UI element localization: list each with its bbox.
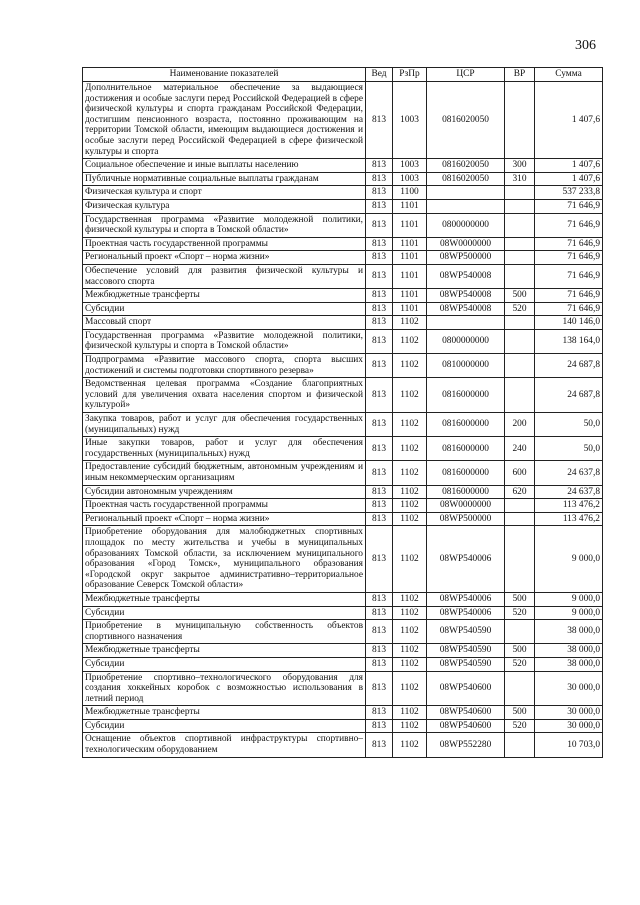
cell-rzpr: 1102 <box>393 485 427 499</box>
cell-sum: 71 646,9 <box>535 251 603 265</box>
table-row <box>83 82 603 159</box>
cell-csr <box>427 316 505 330</box>
cell-sum: 30 000,0 <box>535 671 603 706</box>
cell-name: Межбюджетные трансферты <box>83 706 366 720</box>
cell-name: Обеспечение условий для развития физической культуры и массового спорта <box>83 264 366 288</box>
cell-name: Иные закупки товаров, работ и услуг для обеспечения государственных (муниципальных) нужд <box>83 437 366 461</box>
cell-rzpr: 1102 <box>393 413 427 437</box>
cell-ved: 813 <box>366 437 393 461</box>
table-row <box>83 264 603 288</box>
cell-sum: 24 637,8 <box>535 461 603 485</box>
cell-ved: 813 <box>366 499 393 513</box>
table-row <box>83 606 603 620</box>
cell-sum: 1 407,6 <box>535 172 603 186</box>
cell-csr: 0816000000 <box>427 378 505 413</box>
table-row <box>83 354 603 378</box>
cell-csr: 0816000000 <box>427 437 505 461</box>
table-row <box>83 237 603 251</box>
cell-vr: 600 <box>505 461 535 485</box>
cell-name: Проектная часть государственной программы <box>83 499 366 513</box>
cell-csr: 08WP540590 <box>427 620 505 644</box>
cell-sum: 138 164,0 <box>535 329 603 353</box>
cell-ved: 813 <box>366 264 393 288</box>
cell-ved: 813 <box>366 413 393 437</box>
cell-vr <box>505 512 535 526</box>
cell-rzpr: 1102 <box>393 437 427 461</box>
cell-csr <box>427 186 505 200</box>
cell-ved: 813 <box>366 620 393 644</box>
cell-rzpr: 1102 <box>393 316 427 330</box>
cell-sum: 24 687,8 <box>535 378 603 413</box>
cell-rzpr: 1101 <box>393 213 427 237</box>
cell-name: Государственная программа «Развитие молодежной политики, физической культуры и спорта в Томской области» <box>83 213 366 237</box>
cell-vr: 200 <box>505 413 535 437</box>
cell-rzpr: 1003 <box>393 82 427 159</box>
cell-vr <box>505 620 535 644</box>
cell-rzpr: 1102 <box>393 706 427 720</box>
cell-name: Государственная программа «Развитие молодежной политики, физической культуры и спорта в Томской области» <box>83 329 366 353</box>
cell-name: Оснащение объектов спортивной инфраструктуры спортивно–технологическим оборудованием <box>83 733 366 757</box>
table-row <box>83 512 603 526</box>
cell-sum: 30 000,0 <box>535 706 603 720</box>
header-ved: Вед <box>366 68 393 82</box>
table-header-row <box>83 68 603 82</box>
table-row <box>83 302 603 316</box>
cell-ved: 813 <box>366 172 393 186</box>
cell-vr: 520 <box>505 606 535 620</box>
cell-name: Региональный проект «Спорт – норма жизни» <box>83 512 366 526</box>
table-row <box>83 251 603 265</box>
cell-csr: 08WP540600 <box>427 719 505 733</box>
table-row <box>83 199 603 213</box>
cell-ved: 813 <box>366 159 393 173</box>
cell-vr: 520 <box>505 719 535 733</box>
cell-name: Субсидии <box>83 606 366 620</box>
cell-sum: 24 687,8 <box>535 354 603 378</box>
cell-name: Предоставление субсидий бюджетным, автономным учреждениям и иным некоммерческим организациям <box>83 461 366 485</box>
cell-name: Социальное обеспечение и иные выплаты населению <box>83 159 366 173</box>
cell-rzpr: 1102 <box>393 378 427 413</box>
cell-vr: 500 <box>505 592 535 606</box>
header-rzpr: РзПр <box>393 68 427 82</box>
table-row <box>83 592 603 606</box>
cell-sum: 10 703,0 <box>535 733 603 757</box>
cell-vr <box>505 499 535 513</box>
cell-sum: 537 233,8 <box>535 186 603 200</box>
cell-vr: 240 <box>505 437 535 461</box>
cell-vr: 620 <box>505 485 535 499</box>
cell-name: Проектная часть государственной программы <box>83 237 366 251</box>
cell-name: Субсидии <box>83 302 366 316</box>
cell-ved: 813 <box>366 644 393 658</box>
cell-name: Приобретение спортивно–технологического оборудования для создания хоккейных коробок с возможностью использования в летний период <box>83 671 366 706</box>
table-row <box>83 213 603 237</box>
cell-name: Субсидии <box>83 657 366 671</box>
cell-sum: 71 646,9 <box>535 264 603 288</box>
cell-rzpr: 1101 <box>393 289 427 303</box>
cell-vr <box>505 733 535 757</box>
cell-rzpr: 1100 <box>393 186 427 200</box>
cell-csr: 08WP540600 <box>427 706 505 720</box>
cell-name: Закупка товаров, работ и услуг для обеспечения государственных (муниципальных) нужд <box>83 413 366 437</box>
table-body <box>83 82 603 758</box>
cell-sum: 113 476,2 <box>535 499 603 513</box>
page-number: 306 <box>575 38 596 53</box>
table-row <box>83 671 603 706</box>
table-row <box>83 289 603 303</box>
cell-sum: 38 000,0 <box>535 657 603 671</box>
cell-ved: 813 <box>366 237 393 251</box>
cell-vr: 500 <box>505 289 535 303</box>
cell-vr <box>505 671 535 706</box>
cell-rzpr: 1102 <box>393 329 427 353</box>
table-row <box>83 186 603 200</box>
cell-name: Дополнительное материальное обеспечение за выдающиеся достижения и особые заслуги перед Российской Федерацией в сфере физической культуры и спорта гражданам Российской Федерации, достигшим пенсионного возраста, постоянно проживающим на территории Томской области, имеющим выдающиеся достижения и особые заслуги перед Российской Федерацией в сфере физической культуры и спорта <box>83 82 366 159</box>
cell-vr: 520 <box>505 302 535 316</box>
cell-sum: 24 637,8 <box>535 485 603 499</box>
cell-ved: 813 <box>366 251 393 265</box>
cell-vr: 500 <box>505 706 535 720</box>
cell-ved: 813 <box>366 592 393 606</box>
cell-csr: 0816000000 <box>427 461 505 485</box>
table-row <box>83 316 603 330</box>
table-row <box>83 378 603 413</box>
cell-vr <box>505 526 535 593</box>
cell-csr: 08WP540008 <box>427 289 505 303</box>
cell-rzpr: 1102 <box>393 461 427 485</box>
cell-csr: 08W0000000 <box>427 499 505 513</box>
cell-ved: 813 <box>366 512 393 526</box>
cell-vr <box>505 251 535 265</box>
table-row <box>83 413 603 437</box>
table-row <box>83 644 603 658</box>
cell-vr <box>505 316 535 330</box>
cell-ved: 813 <box>366 316 393 330</box>
cell-name: Межбюджетные трансферты <box>83 289 366 303</box>
table-row <box>83 706 603 720</box>
cell-ved: 813 <box>366 186 393 200</box>
cell-vr <box>505 264 535 288</box>
table-row <box>83 657 603 671</box>
cell-name: Субсидии автономным учреждениям <box>83 485 366 499</box>
cell-csr: 08WP540006 <box>427 592 505 606</box>
table-row <box>83 733 603 757</box>
table-row <box>83 437 603 461</box>
table-row <box>83 499 603 513</box>
cell-name: Физическая культура <box>83 199 366 213</box>
cell-ved: 813 <box>366 199 393 213</box>
cell-vr <box>505 199 535 213</box>
cell-sum: 38 000,0 <box>535 620 603 644</box>
cell-rzpr: 1003 <box>393 172 427 186</box>
cell-ved: 813 <box>366 706 393 720</box>
cell-vr <box>505 237 535 251</box>
cell-rzpr: 1102 <box>393 606 427 620</box>
cell-csr: 0816000000 <box>427 485 505 499</box>
cell-sum: 9 000,0 <box>535 606 603 620</box>
cell-name: Приобретение оборудования для малобюджетных спортивных площадок по месту жительства и учебы в муниципальных образованиях Томской области, за исключением муниципального образования «Город Томск», муниципального образования «Городской округ закрытое административно–территориальное образование Северск Томской области» <box>83 526 366 593</box>
header-sum: Сумма <box>535 68 603 82</box>
cell-sum: 9 000,0 <box>535 592 603 606</box>
cell-rzpr: 1102 <box>393 512 427 526</box>
cell-rzpr: 1102 <box>393 733 427 757</box>
cell-rzpr: 1102 <box>393 354 427 378</box>
cell-csr: 08WP540006 <box>427 606 505 620</box>
cell-sum: 50,0 <box>535 413 603 437</box>
cell-vr: 500 <box>505 644 535 658</box>
table-row <box>83 461 603 485</box>
cell-ved: 813 <box>366 719 393 733</box>
cell-sum: 1 407,6 <box>535 82 603 159</box>
cell-csr: 0800000000 <box>427 213 505 237</box>
cell-rzpr: 1003 <box>393 159 427 173</box>
cell-csr: 0816020050 <box>427 172 505 186</box>
cell-name: Подпрограмма «Развитие массового спорта, спорта высших достижений и системы подготовки спортивного резерва» <box>83 354 366 378</box>
cell-csr: 0810000000 <box>427 354 505 378</box>
cell-sum: 30 000,0 <box>535 719 603 733</box>
cell-rzpr: 1102 <box>393 671 427 706</box>
table-row <box>83 620 603 644</box>
cell-ved: 813 <box>366 733 393 757</box>
cell-ved: 813 <box>366 354 393 378</box>
cell-rzpr: 1101 <box>393 199 427 213</box>
cell-vr: 310 <box>505 172 535 186</box>
table-row <box>83 172 603 186</box>
cell-sum: 113 476,2 <box>535 512 603 526</box>
cell-name: Приобретение в муниципальную собственность объектов спортивного назначения <box>83 620 366 644</box>
cell-sum: 50,0 <box>535 437 603 461</box>
cell-ved: 813 <box>366 302 393 316</box>
cell-csr: 08WP552280 <box>427 733 505 757</box>
cell-rzpr: 1102 <box>393 644 427 658</box>
cell-ved: 813 <box>366 289 393 303</box>
cell-vr: 300 <box>505 159 535 173</box>
cell-csr: 08WP540600 <box>427 671 505 706</box>
cell-csr: 08WP540008 <box>427 264 505 288</box>
cell-rzpr: 1102 <box>393 620 427 644</box>
cell-name: Массовый спорт <box>83 316 366 330</box>
cell-vr <box>505 378 535 413</box>
cell-rzpr: 1101 <box>393 251 427 265</box>
table-row <box>83 329 603 353</box>
table-row <box>83 159 603 173</box>
cell-name: Межбюджетные трансферты <box>83 644 366 658</box>
cell-rzpr: 1101 <box>393 302 427 316</box>
cell-rzpr: 1102 <box>393 719 427 733</box>
cell-rzpr: 1102 <box>393 592 427 606</box>
cell-vr <box>505 354 535 378</box>
cell-rzpr: 1102 <box>393 657 427 671</box>
cell-sum: 71 646,9 <box>535 302 603 316</box>
cell-csr: 08WP540008 <box>427 302 505 316</box>
cell-rzpr: 1102 <box>393 499 427 513</box>
cell-ved: 813 <box>366 606 393 620</box>
cell-rzpr: 1101 <box>393 237 427 251</box>
cell-csr: 08WP540590 <box>427 657 505 671</box>
cell-ved: 813 <box>366 378 393 413</box>
cell-name: Межбюджетные трансферты <box>83 592 366 606</box>
cell-csr: 0816020050 <box>427 82 505 159</box>
cell-csr: 0816020050 <box>427 159 505 173</box>
cell-ved: 813 <box>366 82 393 159</box>
table-row <box>83 719 603 733</box>
cell-name: Региональный проект «Спорт – норма жизни» <box>83 251 366 265</box>
cell-ved: 813 <box>366 461 393 485</box>
cell-name: Физическая культура и спорт <box>83 186 366 200</box>
cell-vr <box>505 186 535 200</box>
cell-csr: 08WP500000 <box>427 512 505 526</box>
cell-csr: 0816000000 <box>427 413 505 437</box>
cell-sum: 71 646,9 <box>535 237 603 251</box>
header-vr: ВР <box>505 68 535 82</box>
table-row <box>83 485 603 499</box>
cell-sum: 9 000,0 <box>535 526 603 593</box>
cell-csr: 08WP540590 <box>427 644 505 658</box>
cell-sum: 38 000,0 <box>535 644 603 658</box>
cell-sum: 71 646,9 <box>535 199 603 213</box>
cell-csr: 08WP500000 <box>427 251 505 265</box>
cell-vr: 520 <box>505 657 535 671</box>
cell-ved: 813 <box>366 485 393 499</box>
cell-ved: 813 <box>366 526 393 593</box>
cell-vr <box>505 329 535 353</box>
cell-sum: 71 646,9 <box>535 213 603 237</box>
cell-vr <box>505 82 535 159</box>
cell-rzpr: 1102 <box>393 526 427 593</box>
cell-ved: 813 <box>366 329 393 353</box>
cell-sum: 1 407,6 <box>535 159 603 173</box>
budget-table <box>82 67 603 758</box>
cell-sum: 71 646,9 <box>535 289 603 303</box>
header-csr: ЦСР <box>427 68 505 82</box>
cell-ved: 813 <box>366 671 393 706</box>
cell-ved: 813 <box>366 657 393 671</box>
cell-sum: 140 146,0 <box>535 316 603 330</box>
cell-ved: 813 <box>366 213 393 237</box>
cell-vr <box>505 213 535 237</box>
cell-csr: 0800000000 <box>427 329 505 353</box>
cell-csr: 08WP540006 <box>427 526 505 593</box>
cell-csr <box>427 199 505 213</box>
cell-csr: 08W0000000 <box>427 237 505 251</box>
table-row <box>83 526 603 593</box>
cell-name: Ведомственная целевая программа «Создание благоприятных условий для увеличения охвата населения спортом и физической культурой» <box>83 378 366 413</box>
header-name: Наименование показателей <box>83 68 366 82</box>
cell-name: Публичные нормативные социальные выплаты гражданам <box>83 172 366 186</box>
cell-rzpr: 1101 <box>393 264 427 288</box>
cell-name: Субсидии <box>83 719 366 733</box>
